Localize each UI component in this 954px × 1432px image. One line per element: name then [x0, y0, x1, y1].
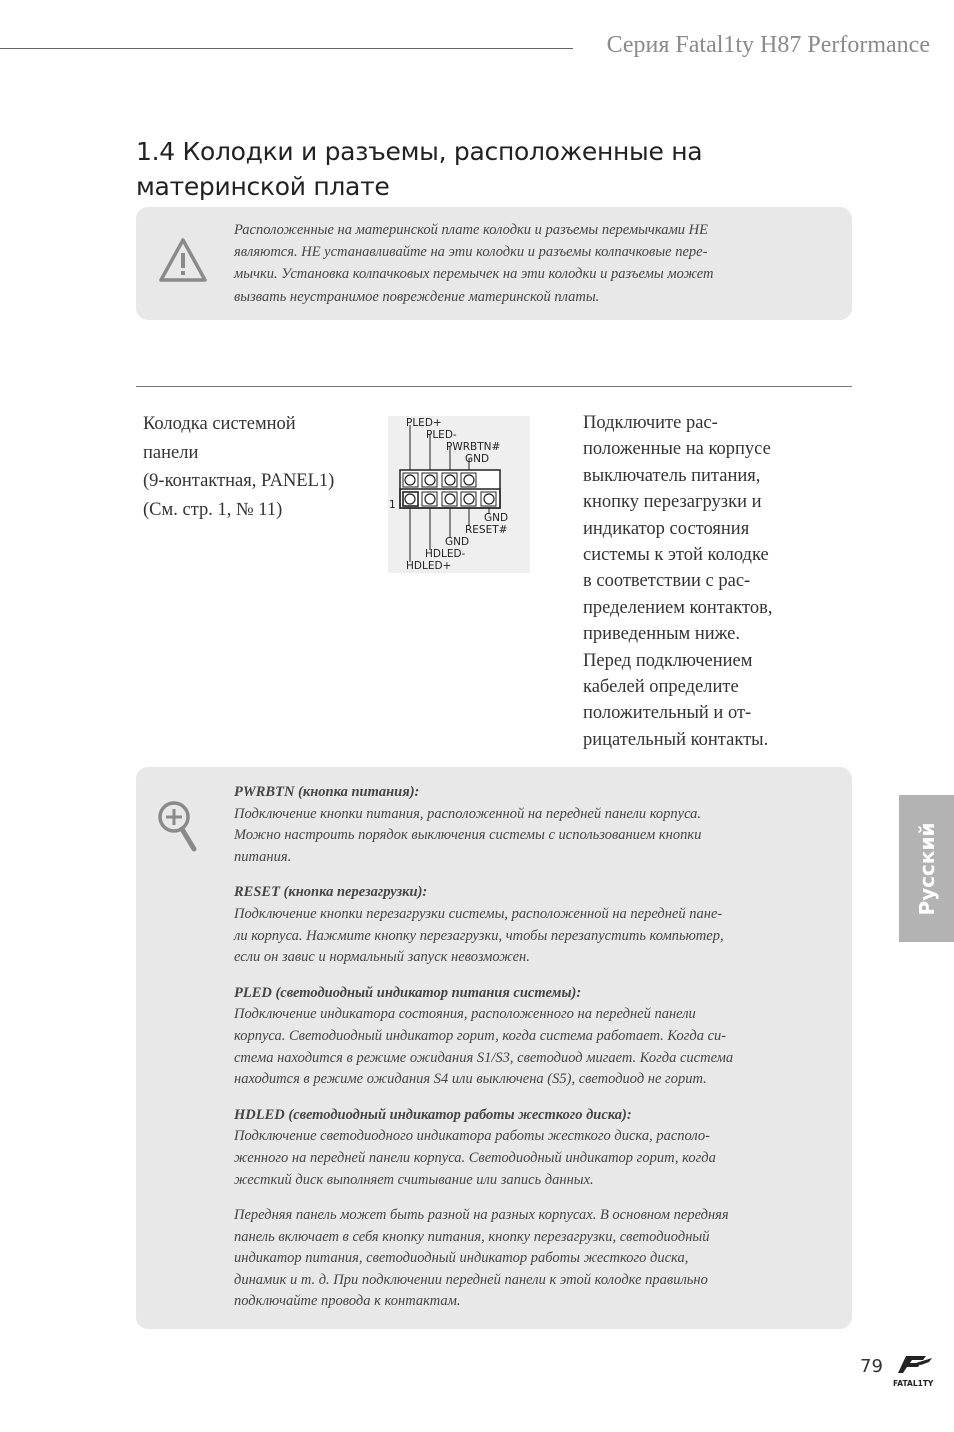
info-line: панель включает в себя кнопку питания, кнопку перезагрузки, светодиодный: [234, 1228, 710, 1245]
description-line: системы к этой колодке: [583, 545, 769, 566]
info-line: стема находится в режиме ожидания S1/S3, светодиод мигает. Когда система: [234, 1049, 734, 1066]
info-line: если он завис и нормальный запуск невозможен.: [234, 949, 530, 966]
pin-label-hdled-minus: HDLED-: [425, 548, 466, 560]
fatal1ty-logo: [892, 1354, 944, 1390]
info-line: питания.: [234, 848, 292, 865]
pin1-marker: 1: [389, 499, 396, 511]
description-line: положенные на корпусе: [583, 439, 771, 460]
info-line: индикатор питания, светодиодный индикатор работы жесткого диска,: [234, 1250, 689, 1267]
connector-label-line: Колодка системной: [143, 414, 296, 434]
info-section-pled: [234, 983, 794, 1091]
pin-label-gnd-2: GND: [445, 536, 470, 548]
info-heading: RESET (кнопка перезагрузки):: [234, 884, 428, 901]
info-section-pwrbtn: [234, 782, 794, 868]
page-number: 79: [860, 1356, 883, 1377]
info-line: ли корпуса. Нажмите кнопку перезагрузки, чтобы перезапустить компьютер,: [234, 927, 724, 944]
pin-label-reset: RESET#: [465, 524, 508, 536]
description-line: рицательный контакты.: [583, 729, 769, 750]
connector-description: [583, 410, 823, 753]
pin-label-gnd-top: GND: [465, 453, 490, 465]
connector-label-line: панели: [143, 442, 199, 463]
pin-label-pwrbtn: PWRBTN#: [446, 441, 501, 453]
connector-label-line: (См. стр. 1, № 11): [143, 499, 283, 520]
description-line: кнопку перезагрузки и: [583, 492, 762, 513]
info-line: Подключение индикатора состояния, расположенного на передней панели: [234, 1006, 696, 1023]
info-section-reset: [234, 882, 794, 968]
info-line: Подключение кнопки перезагрузки системы, расположенной на передней пане-: [234, 905, 723, 922]
language-side-tab: [899, 795, 954, 942]
description-line: приведенным ниже.: [583, 624, 741, 645]
warning-triangle-icon: [158, 237, 208, 283]
warning-line: вызвать неустранимое повреждение материнской платы.: [234, 288, 600, 305]
description-line: в соответствии с рас-: [583, 571, 751, 592]
info-line: Подключение светодиодного индикатора работы жесткого диска, располо-: [234, 1128, 710, 1145]
description-line: индикатор состояния: [583, 518, 750, 539]
info-heading: PWRBTN (кнопка питания):: [234, 784, 420, 800]
description-line: выключатель питания,: [583, 465, 761, 486]
running-header-title: Серия Fatal1ty H87 Performance: [606, 32, 930, 58]
pin-label-gnd-1: GND: [484, 512, 509, 524]
info-line: жесткий диск выполняет считывание или запись данных.: [234, 1171, 594, 1188]
info-section-hdled: [234, 1105, 794, 1191]
panel1-pin-diagram: [388, 416, 530, 573]
magnifier-plus-icon: [156, 799, 198, 853]
warning-box: [136, 207, 852, 320]
pin-diagram-svg: [388, 416, 530, 573]
section-title: 1.4 Колодки и разъемы, расположенные на материнской плате: [136, 137, 703, 201]
description-line: положительный и от-: [583, 703, 752, 724]
warning-line: являются. НЕ устанавливайте на эти колодки и разъемы колпачковые пере-: [234, 244, 708, 261]
connector-label-line: (9-контактная, PANEL1): [143, 471, 335, 491]
info-line: женного на передней панели корпуса. Светодиодный индикатор горит, когда: [234, 1149, 716, 1166]
description-line: Перед подключением: [583, 650, 753, 671]
description-line: Подключите рас-: [583, 413, 718, 433]
warning-line: мычки. Установка колпачковых перемычек на эти колодки и разъемы может: [234, 266, 714, 283]
info-line: Можно настроить порядок выключения системы с использованием кнопки: [234, 827, 702, 844]
logo-text: FATAL1TY: [893, 1379, 934, 1388]
language-tab-label: Русский: [914, 821, 939, 916]
info-section-front-panel-note: [234, 1205, 794, 1313]
warning-text: [234, 219, 794, 308]
info-line: находится в режиме ожидания S4 или выключена (S5), светодиод не горит.: [234, 1071, 707, 1088]
section-divider: [136, 386, 852, 387]
info-line: корпуса. Светодиодный индикатор горит, когда система работает. Когда си-: [234, 1027, 727, 1044]
info-heading: PLED (светодиодный индикатор питания системы):: [234, 984, 582, 1001]
description-line: кабелей определите: [583, 677, 739, 698]
pin-label-pled-plus: PLED+: [406, 417, 442, 429]
info-content: [234, 782, 794, 1327]
info-line: Передняя панель может быть разной на разных корпусах. В основном передняя: [234, 1207, 729, 1224]
description-line: пределением контактов,: [583, 597, 773, 618]
pin-label-pled-minus: PLED-: [426, 429, 457, 441]
header-rule: [0, 48, 573, 49]
info-line: подключайте провода к контактам.: [234, 1293, 461, 1310]
info-line: Подключение кнопки питания, расположенной на передней панели корпуса.: [234, 805, 702, 822]
info-box: [136, 767, 852, 1329]
pin-label-hdled-plus: HDLED+: [406, 560, 452, 572]
warning-line: Расположенные на материнской плате колодки и разъемы перемычками НЕ: [234, 222, 708, 238]
info-heading: HDLED (светодиодный индикатор работы жесткого диска):: [234, 1106, 632, 1123]
info-line: динамик и т. д. При подключении передней панели к этой колодке правильно: [234, 1271, 708, 1288]
connector-label: [143, 410, 383, 524]
